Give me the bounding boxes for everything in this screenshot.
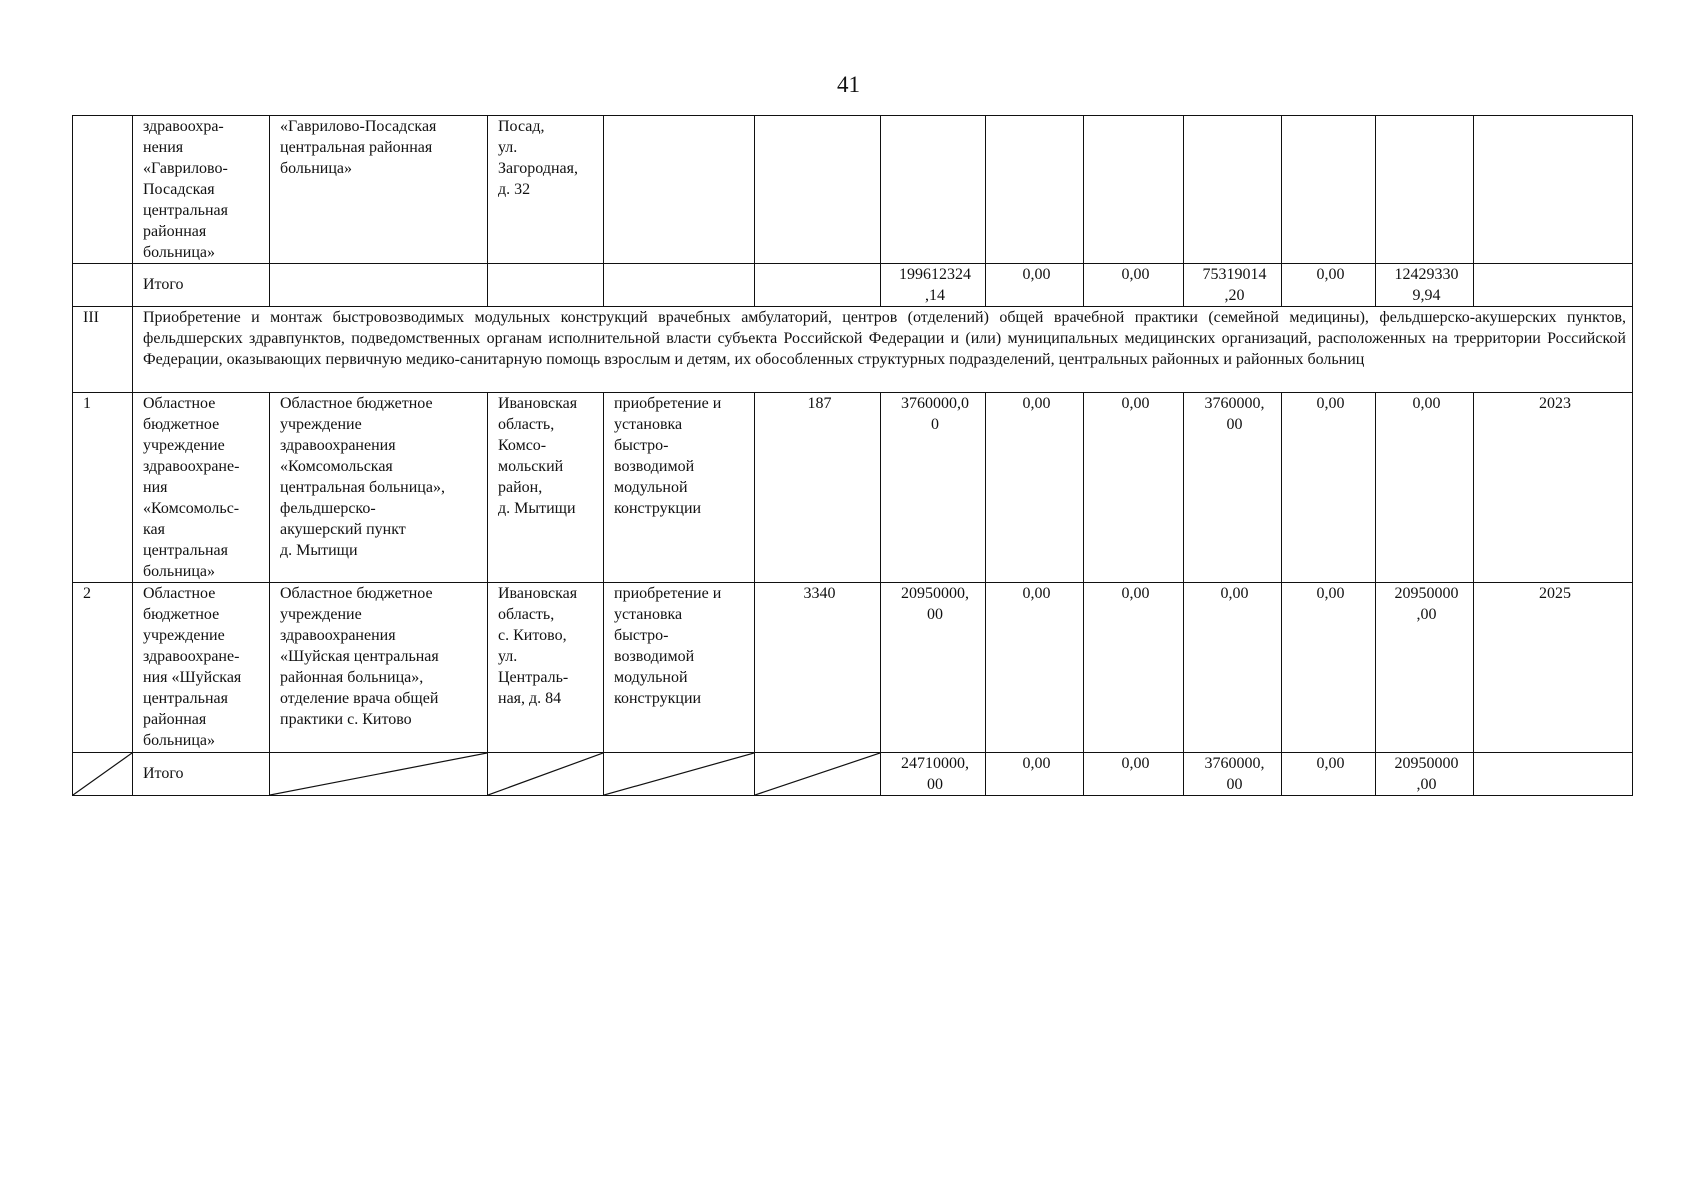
cell-object: Областное бюджетное учреждение здравоохранения «Шуйская центральная районная больница», отделение врача общей практики с. Китово xyxy=(270,583,488,753)
cell-v6: 20950000 ,00 xyxy=(1376,753,1474,796)
cell-v5: 0,00 xyxy=(1282,583,1376,753)
cell-work: приобретение и установка быстро- возводимой модульной конструкции xyxy=(604,393,755,583)
cell-num xyxy=(73,116,133,264)
cell-object: Областное бюджетное учреждение здравоохранения «Комсомольская центральная больница», фельдшерско- акушерский пункт д. Мытищи xyxy=(270,393,488,583)
cell-v1: 199612324 ,14 xyxy=(881,264,986,307)
cell-empty xyxy=(604,264,755,307)
cell-num: 2 xyxy=(73,583,133,753)
table-row-total xyxy=(73,753,1633,796)
cell-area: 187 xyxy=(755,393,881,583)
cell-v2: 0,00 xyxy=(986,264,1084,307)
cell-org: Областное бюджетное учреждение здравоохране- ния «Комсомольс- кая центральная больница» xyxy=(133,393,270,583)
cell-work xyxy=(604,116,755,264)
cell-year xyxy=(1474,116,1633,264)
cell-v4: 75319014 ,20 xyxy=(1184,264,1282,307)
cell-v3: 0,00 xyxy=(1084,753,1184,796)
cell-object: «Гаврилово-Посадская центральная районная больница» xyxy=(270,116,488,264)
cell-v4 xyxy=(1184,116,1282,264)
cell-v3 xyxy=(1084,116,1184,264)
table-row xyxy=(73,393,1633,583)
diagonal-line xyxy=(604,753,754,795)
cell-empty xyxy=(488,264,604,307)
section-number: III xyxy=(73,307,133,393)
cell-v1: 3760000,0 0 xyxy=(881,393,986,583)
table-row-continuation xyxy=(73,116,1633,264)
cell-empty xyxy=(1474,753,1633,796)
cell-org: Областное бюджетное учреждение здравоохране- ния «Шуйская центральная районная больница» xyxy=(133,583,270,753)
cell-v3: 0,00 xyxy=(1084,393,1184,583)
cell-address: Ивановская область, с. Китово, ул. Централь- ная, д. 84 xyxy=(488,583,604,753)
cell-address: Ивановская область, Комсо- мольский район, д. Мытищи xyxy=(488,393,604,583)
cell-v3: 0,00 xyxy=(1084,583,1184,753)
cell-org: здравоохра- нения «Гаврилово- Посадская центральная районная больница» xyxy=(133,116,270,264)
section-heading-row xyxy=(73,307,1633,393)
page-number: 41 xyxy=(837,72,860,97)
cell-v6: 20950000 ,00 xyxy=(1376,583,1474,753)
cell-v6: 0,00 xyxy=(1376,393,1474,583)
diagonal-line xyxy=(270,753,487,795)
cell-v2: 0,00 xyxy=(986,583,1084,753)
diagonal-line xyxy=(73,753,132,795)
cell-area xyxy=(755,116,881,264)
cell-v2: 0,00 xyxy=(986,393,1084,583)
cell-crossed xyxy=(270,753,488,796)
section-title: Приобретение и монтаж быстровозводимых модульных конструкций врачебных амбулаторий, центров (отделений) общей врачебной практики (семейной медицины), фельдшерско-акушерских пунктов, фельдшерских здравпунктов, подведомственных органам исполнительной власти субъекта Российской Федерации и (или) муниципальных медицинских организаций, расположенных на трерритории Российской Федерации, оказывающих первичную медико-санитарную помощь взрослым и детям, их обособленных структурных подразделений, центральных районных и районных больниц xyxy=(133,307,1633,393)
cell-address: Посад, ул. Загородная, д. 32 xyxy=(488,116,604,264)
cell-v6: 12429330 9,94 xyxy=(1376,264,1474,307)
cell-empty xyxy=(755,264,881,307)
cell-year: 2025 xyxy=(1474,583,1633,753)
cell-empty xyxy=(270,264,488,307)
diagonal-line xyxy=(755,753,880,795)
cell-total-label: Итого xyxy=(133,753,270,796)
cell-area: 3340 xyxy=(755,583,881,753)
cell-v5: 0,00 xyxy=(1282,753,1376,796)
cell-empty xyxy=(1474,264,1633,307)
cell-v4: 3760000, 00 xyxy=(1184,753,1282,796)
cell-v2 xyxy=(986,116,1084,264)
cell-crossed xyxy=(604,753,755,796)
diagonal-line xyxy=(488,753,603,795)
cell-crossed xyxy=(73,753,133,796)
cell-v1: 20950000, 00 xyxy=(881,583,986,753)
cell-v6 xyxy=(1376,116,1474,264)
cell-v4: 3760000, 00 xyxy=(1184,393,1282,583)
cell-v1: 24710000, 00 xyxy=(881,753,986,796)
funding-table xyxy=(72,115,1633,796)
cell-crossed xyxy=(488,753,604,796)
cell-v1 xyxy=(881,116,986,264)
cell-work: приобретение и установка быстро- возводимой модульной конструкции xyxy=(604,583,755,753)
cell-v3: 0,00 xyxy=(1084,264,1184,307)
cell-v2: 0,00 xyxy=(986,753,1084,796)
cell-num: 1 xyxy=(73,393,133,583)
cell-v4: 0,00 xyxy=(1184,583,1282,753)
cell-v5: 0,00 xyxy=(1282,264,1376,307)
table-row xyxy=(73,583,1633,753)
cell-v5: 0,00 xyxy=(1282,393,1376,583)
cell-num xyxy=(73,264,133,307)
table-row-total xyxy=(73,264,1633,307)
cell-crossed xyxy=(755,753,881,796)
cell-total-label: Итого xyxy=(133,264,270,307)
cell-v5 xyxy=(1282,116,1376,264)
cell-year: 2023 xyxy=(1474,393,1633,583)
